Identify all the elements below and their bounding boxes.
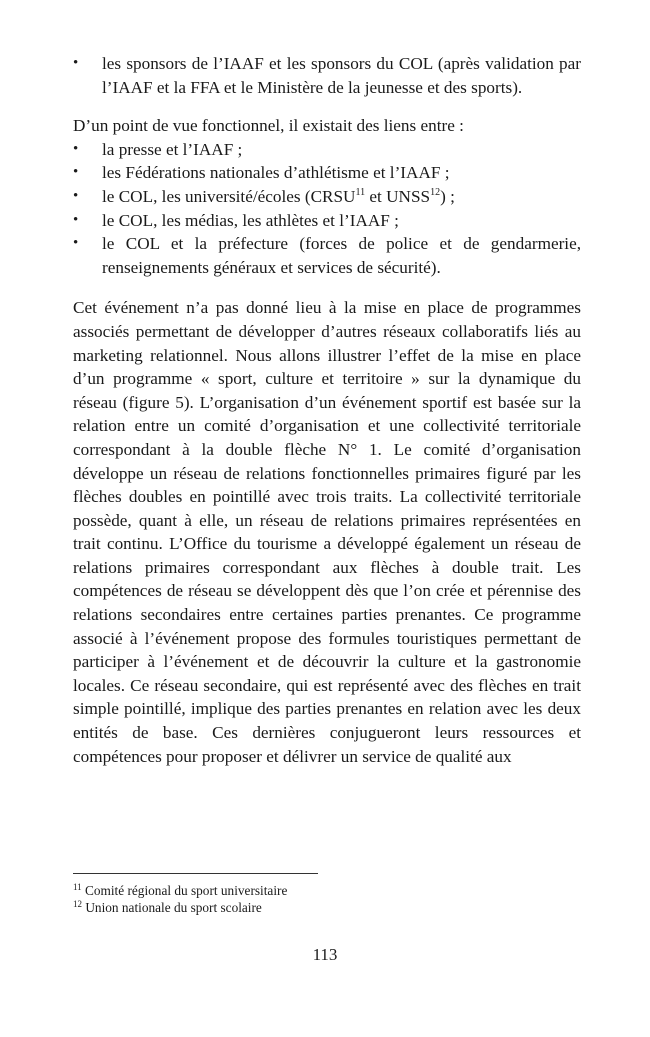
bullet-icon: • [73,55,79,71]
links-intro: D’un point de vue fonctionnel, il existait des liens entre : [73,116,464,136]
footnote-text: Union nationale du sport scolaire [85,900,262,915]
list-item-text-part: ) ; [440,186,455,206]
footnote [73,882,287,899]
list-item-text [102,187,455,206]
page-number: 113 [312,945,338,964]
footnote-text: Comité régional du sport universitaire [85,883,288,898]
sponsors-list [73,52,581,99]
list-item-text: les sponsors de l’IAAF et les sponsors du COL (après validation par l’IAAF et la FFA et le Ministère de la jeunesse et des sports). [102,54,581,97]
bullet-icon: • [73,235,79,252]
footnote-ref[interactable]: 11 [355,186,366,198]
list-item [73,52,581,99]
main-paragraph: Cet événement n’a pas donné lieu à la mise en place de programmes associés permettant de développer d’autres réseaux collaboratifs liés au marketing relationnel. Nous allons illustrer l’effet de la mise en place d’un programme « sport, culture et territoire » sur la dynamique du réseau (figure 5). L’organisation d’un événement sportif est basée sur la relation entre un comité d’organisation et une collectivité territoriale correspondant à la double flèche N° 1. Le comité d’organisation développe un réseau de relations fonctionnelles primaires figuré par les flèches doubles en pointillé avec trois traits. La collectivité territoriale possède, quant à elle, un réseau de relations primaires représentées en trait continu. L’Office du tourisme a développé également un réseau de relations primaires correspondant aux flèches à double trait. Les compétences de réseau se développent dès que l’on crée et pérennise des relations secondaires entre certaines parties prenantes. Ce programme associé à l’événement propose des formules touristiques permettant de participer à l’événement et de découvrir la culture et la gastronomie locales. Ce réseau secondaire, qui est représenté avec des flèches en trait simple pointillé, implique des parties prenantes en relation avec les deux entités de base. Ces dernières conjugueront leurs ressources et compétences pour proposer et délivrer un service de qualité aux [73,298,581,766]
list-item [73,232,581,279]
list-item-text-part: et UNSS [365,186,431,206]
bullet-icon: • [73,187,79,204]
list-item [73,209,581,233]
footnote-number: 11 [73,882,82,892]
list-item [73,138,581,162]
links-list [73,138,581,280]
list-item-text: le COL, les médias, les athlètes et l’IAAF ; [102,210,399,230]
list-item [73,185,581,209]
list-item [73,161,581,185]
footnotes [73,882,287,916]
bullet-icon: • [73,211,79,228]
bullet-icon: • [73,164,79,181]
list-item-text-part: le COL, les université/écoles (CRSU [102,186,356,206]
footnote-ref[interactable]: 12 [430,186,441,198]
footnote [73,899,287,916]
list-item-text: le COL et la préfecture (forces de police et de gendarmerie, renseignements généraux et services de sécurité). [102,234,581,277]
list-item-text: les Fédérations nationales d’athlétisme et l’IAAF ; [102,163,450,183]
footnote-number: 12 [73,899,82,909]
list-item-text: la presse et l’IAAF ; [102,139,243,159]
footnote-divider [73,873,318,874]
bullet-icon: • [73,140,79,157]
page-body [73,52,581,768]
